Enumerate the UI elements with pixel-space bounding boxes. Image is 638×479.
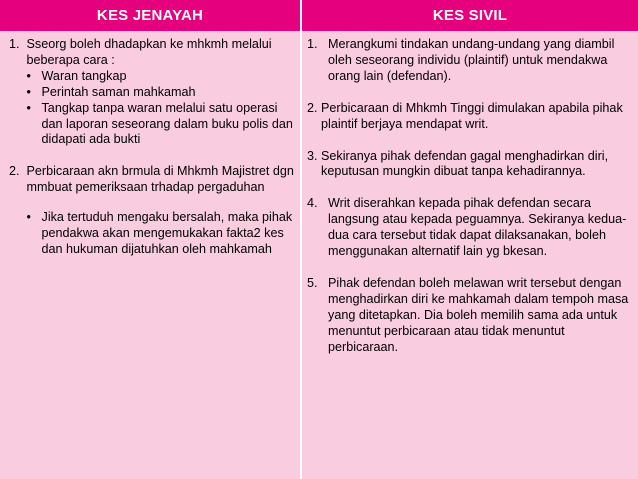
list-item xyxy=(307,196,632,260)
item-text: Perbicaraan di Mhkmh Tinggi dimulakan apabila pihak plaintif berjaya mendapat writ. xyxy=(321,100,623,131)
header-kes-sivil: KES SIVIL xyxy=(302,0,638,31)
item-text: Writ diserahkan kepada pihak defendan secara langsung atau kepada peguamnya. Sekiranya kedua-dua cara tersebut tidak dapat dilaksanakan, boleh menggunakan alternatif lain yg bkesan. xyxy=(328,196,627,259)
bullet-dot-icon: • xyxy=(26,68,31,83)
bullet-dot-icon: • xyxy=(26,84,31,99)
bullet-dot-icon: • xyxy=(26,210,31,225)
item-number: 2. xyxy=(307,100,318,115)
list-item xyxy=(307,276,632,356)
item-text: Perbicaraan akn brmula di Mhkmh Majistret dgn mmbuat pemeriksaan trhadap pergaduhan xyxy=(26,164,294,195)
column-kes-sivil xyxy=(302,31,638,479)
bullet-item: • Perintah saman mahkamah xyxy=(26,84,196,99)
item-number: 1. xyxy=(9,37,20,51)
item-text: Sseorg boleh dhadapkan ke mhkmh melalui beberapa cara : xyxy=(26,37,272,67)
list-item xyxy=(307,101,632,133)
list-item xyxy=(307,37,632,85)
bullet-item: • Jika tertuduh mengaku bersalah, maka pihak pendakwa akan mengemukakan fakta2 kes dan hukuman dijatuhkan oleh mahkamah xyxy=(26,210,293,256)
bullet-item: • Waran tangkap xyxy=(26,68,127,83)
list-item xyxy=(307,149,632,181)
bullet-list xyxy=(27,210,294,258)
item-number: 5. xyxy=(307,275,318,290)
item-number: 3. xyxy=(307,148,318,163)
item-text: Pihak defendan boleh melawan writ tersebut dengan menghadirkan diri ke mahkamah dalam tempoh masa yang ditetapkan. Dia boleh memilih sama ada untuk menuntut perbicaraan atau tidak menuntut perbicaraan. xyxy=(328,275,629,354)
bullet-list xyxy=(27,69,294,149)
header-kes-jenayah: KES JENAYAH xyxy=(0,0,300,31)
bullet-item: • Tangkap tanpa waran melalui satu operasi dan laporan seseorang dalam buku polis dan didapati ada bukti xyxy=(26,100,293,147)
item-number: 2. xyxy=(9,164,20,179)
item-number: 4. xyxy=(307,196,318,211)
item-text: Sekiranya pihak defendan gagal menghadirkan diri, keputusan mungkin dibuat tanpa kehadirannya. xyxy=(321,148,609,179)
bullet-dot-icon: • xyxy=(26,100,31,115)
item-text: Merangkumi tindakan undang-undang yang diambil oleh seseorang individu (plaintif) untuk mendakwa orang lain (defendan). xyxy=(328,37,615,83)
column-kes-jenayah xyxy=(0,31,300,479)
list-item xyxy=(9,37,294,148)
item-number: 1. xyxy=(307,37,318,51)
list-item xyxy=(9,164,294,258)
